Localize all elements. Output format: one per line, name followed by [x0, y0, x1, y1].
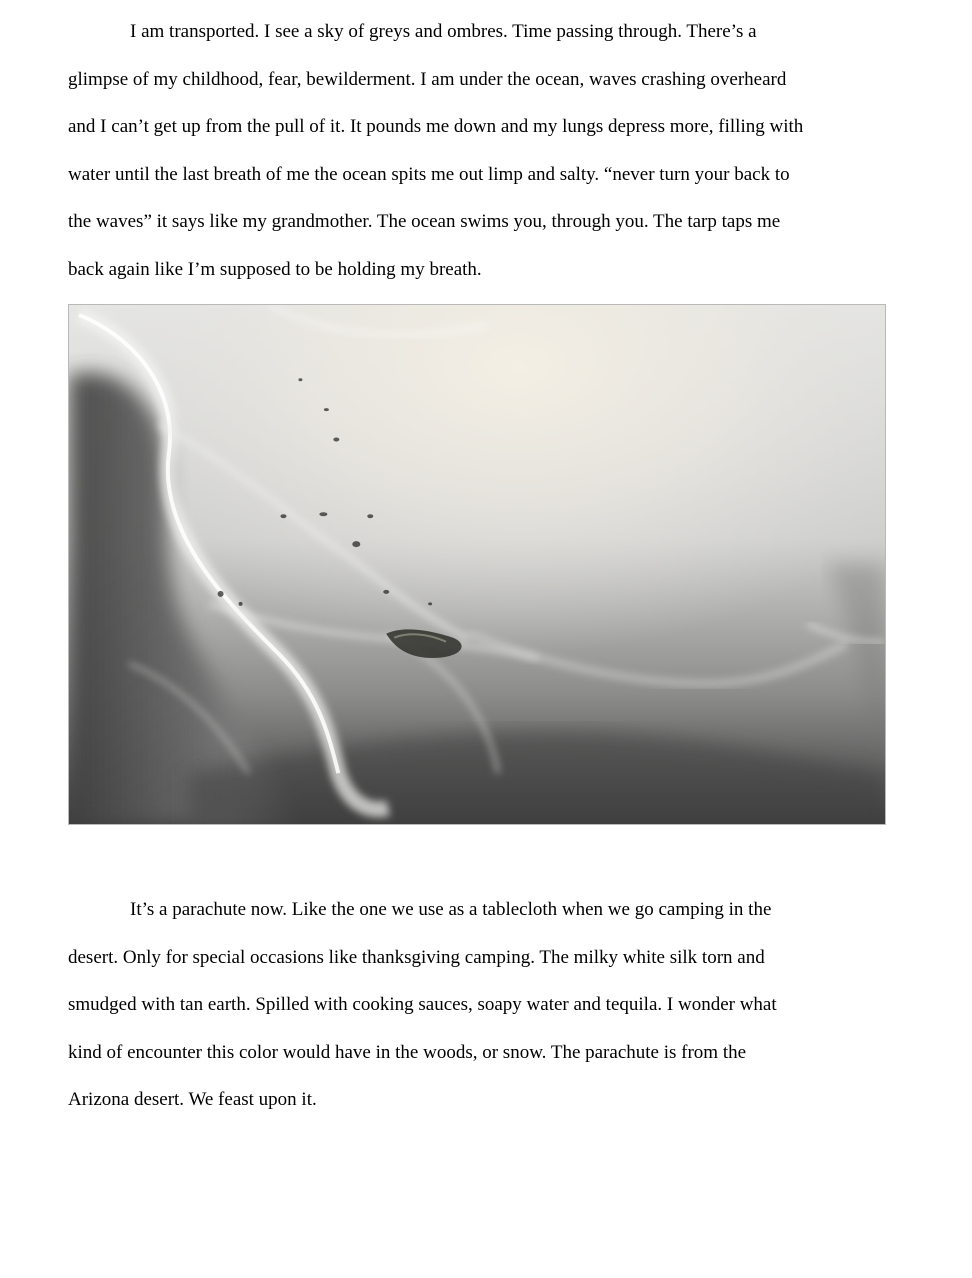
tarp-photo [68, 304, 886, 825]
paragraph-line: desert. Only for special occasions like thanksgiving camping. The milky white silk torn and [68, 946, 765, 968]
paragraph-line: water until the last breath of me the ocean spits me out limp and salty. “never turn your back to [68, 163, 790, 185]
paragraph-line: Arizona desert. We feast upon it. [68, 1089, 317, 1111]
paragraph-line: It’s a parachute now. Like the one we use as a tablecloth when we go camping in the [130, 899, 772, 920]
paragraph-line: kind of encounter this color would have in the woods, or snow. The parachute is from the [68, 1041, 747, 1063]
paragraph-line: and I can’t get up from the pull of it. It pounds me down and my lungs depress more, filling with [68, 116, 804, 138]
paragraph-2 [68, 886, 898, 1124]
paragraph-line: smudged with tan earth. Spilled with cooking sauces, soapy water and tequila. I wonder what [68, 994, 777, 1016]
paragraph-1 [68, 8, 898, 294]
paragraph-line: glimpse of my childhood, fear, bewilderment. I am under the ocean, waves crashing overheard [68, 68, 787, 90]
paragraph-line: the waves” it says like my grandmother. The ocean swims you, through you. The tarp taps me [68, 211, 781, 233]
paragraph-line: I am transported. I see a sky of greys and ombres. Time passing through. There’s a [130, 21, 757, 42]
paragraph-line: back again like I’m supposed to be holding my breath. [68, 258, 482, 280]
tarp-photo-drawing [69, 305, 885, 824]
